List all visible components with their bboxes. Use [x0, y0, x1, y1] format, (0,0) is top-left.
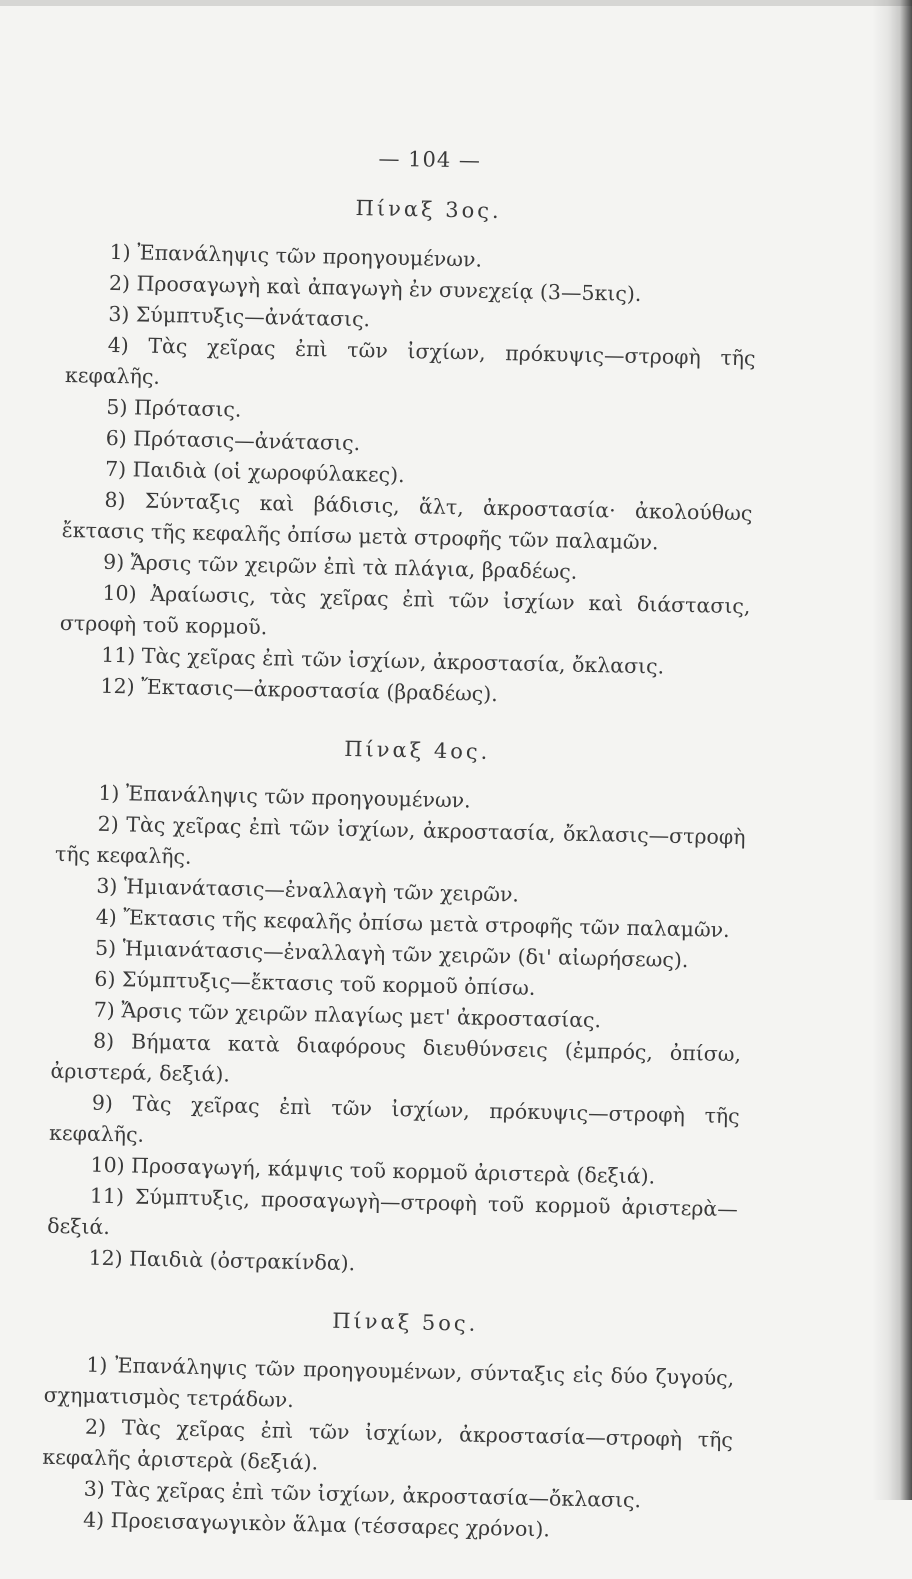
- page-top-edge-shadow: [0, 0, 912, 6]
- exercise-item: 12) Παιδιὰ (ὀστρακίνδα).: [88, 1245, 356, 1276]
- exercise-item: 11) Σύμπτυξις, προσαγωγὴ—στροφὴ τοῦ κορμοῦ ἀριστερὰ—δεξιά.: [47, 1183, 739, 1240]
- section-title: Πίναξ 4ος.: [343, 736, 491, 764]
- exercise-item: 5) Πρότασις.: [106, 394, 242, 422]
- exercise-item: 4) Ἔκτασις τῆς κεφαλῆς ὀπίσω μετὰ στροφῆς τῶν παλαμῶν.: [95, 904, 730, 942]
- exercise-item: 9) Τὰς χεῖρας ἐπὶ τῶν ἰσχίων, πρόκυψις—στροφὴ τῆς κεφαλῆς.: [48, 1090, 740, 1147]
- exercise-item: 4) Προεισαγωγικὸν ἅλμα (τέσσαρες χρόνοι).: [82, 1507, 551, 1542]
- table-section: [46, 731, 747, 1287]
- exercise-item: 10) Προσαγωγή, κάμψις τοῦ κορμοῦ ἀριστερὰ (δεξιά).: [90, 1152, 656, 1189]
- exercise-item: 4) Τὰς χεῖρας ἐπὶ τῶν ἰσχίων, πρόκυψις—στροφὴ τῆς κεφαλῆς.: [64, 332, 756, 389]
- exercise-item: 2) Τὰς χεῖρας ἐπὶ τῶν ἰσχίων, ἀκροστασία, ὄκλασις—στροφὴ τῆς κεφαλῆς.: [54, 811, 746, 869]
- exercise-item: 6) Σύμπτυξις—ἔκτασις τοῦ κορμοῦ ὀπίσω.: [94, 966, 536, 1000]
- book-page: [40, 140, 760, 1579]
- exercise-item: 12) Ἔκτασις—ἀκροστασία (βραδέως).: [100, 673, 499, 707]
- table-section: [58, 190, 759, 715]
- exercise-item: 5) Ἡμιανάτασις—ἐναλλαγὴ τῶν χειρῶν (δι' αἰωρήσεως).: [94, 935, 689, 973]
- exercise-item: 3) Τὰς χεῖρας ἐπὶ τῶν ἰσχίων, ἀκροστασία—ὄκλασις.: [83, 1476, 642, 1513]
- exercise-item: 9) Ἄρσις τῶν χειρῶν ἐπὶ τὰ πλάγια, βραδέως.: [102, 549, 578, 584]
- exercise-item: 2) Προσαγωγὴ καὶ ἀπαγωγὴ ἐν συνεχείᾳ (3—5κις).: [108, 270, 642, 306]
- exercise-item: 8) Βήματα κατὰ διαφόρους διευθύνσεις (ἐμπρός, ὀπίσω, ἀριστερά, δεξιά).: [50, 1028, 742, 1087]
- exercise-item: 1) Ἐπανάληψις τῶν προηγουμένων.: [109, 239, 483, 272]
- section-title: Πίναξ 3ος.: [355, 195, 502, 224]
- sections-container: [41, 190, 759, 1549]
- exercise-item: 1) Ἐπανάληψις τῶν προηγουμένων.: [98, 780, 471, 813]
- exercise-item: 1) Ἐπανάληψις τῶν προηγουμένων, σύνταξις εἰς δύο ζυγούς, σχηματισμὸς τετράδων.: [43, 1352, 735, 1412]
- page-number: — 104 —: [378, 146, 482, 173]
- exercise-item: 8) Σύνταξις καὶ βάδισις, ἅλτ, ἀκροστασία· ἀκολούθως ἔκτασις τῆς κεφαλῆς ὀπίσω μετὰ στροφῆς τῶν παλαμῶν.: [61, 487, 753, 555]
- exercise-item: 6) Πρότασις—ἀνάτασις.: [105, 425, 361, 456]
- exercise-item: 7) Ἄρσις τῶν χειρῶν πλαγίως μετ' ἀκροστασίας.: [93, 997, 602, 1033]
- exercise-item: 3) Ἡμιανάτασις—ἐναλλαγὴ τῶν χειρῶν.: [96, 873, 520, 907]
- exercise-item: 10) Ἀραίωσις, τὰς χεῖρας ἐπὶ τῶν ἰσχίων καὶ διάστασις, στροφὴ τοῦ κορμοῦ.: [59, 580, 751, 640]
- page-right-edge-shadow: [872, 0, 912, 1500]
- exercise-item: 2) Τὰς χεῖρας ἐπὶ τῶν ἰσχίων, ἀκροστασία—στροφὴ τῆς κεφαλῆς ἀριστερὰ (δεξιά).: [42, 1414, 734, 1475]
- section-title: Πίναξ 5ος.: [331, 1308, 479, 1336]
- table-section: [41, 1303, 736, 1549]
- exercise-item: 3) Σύμπτυξις—ἀνάτασις.: [108, 301, 371, 332]
- exercise-item: 7) Παιδιὰ (οἱ χωροφύλακες).: [104, 456, 405, 488]
- exercise-item: 11) Τὰς χεῖρας ἐπὶ τῶν ἰσχίων, ἀκροστασία, ὄκλασις.: [100, 642, 665, 679]
